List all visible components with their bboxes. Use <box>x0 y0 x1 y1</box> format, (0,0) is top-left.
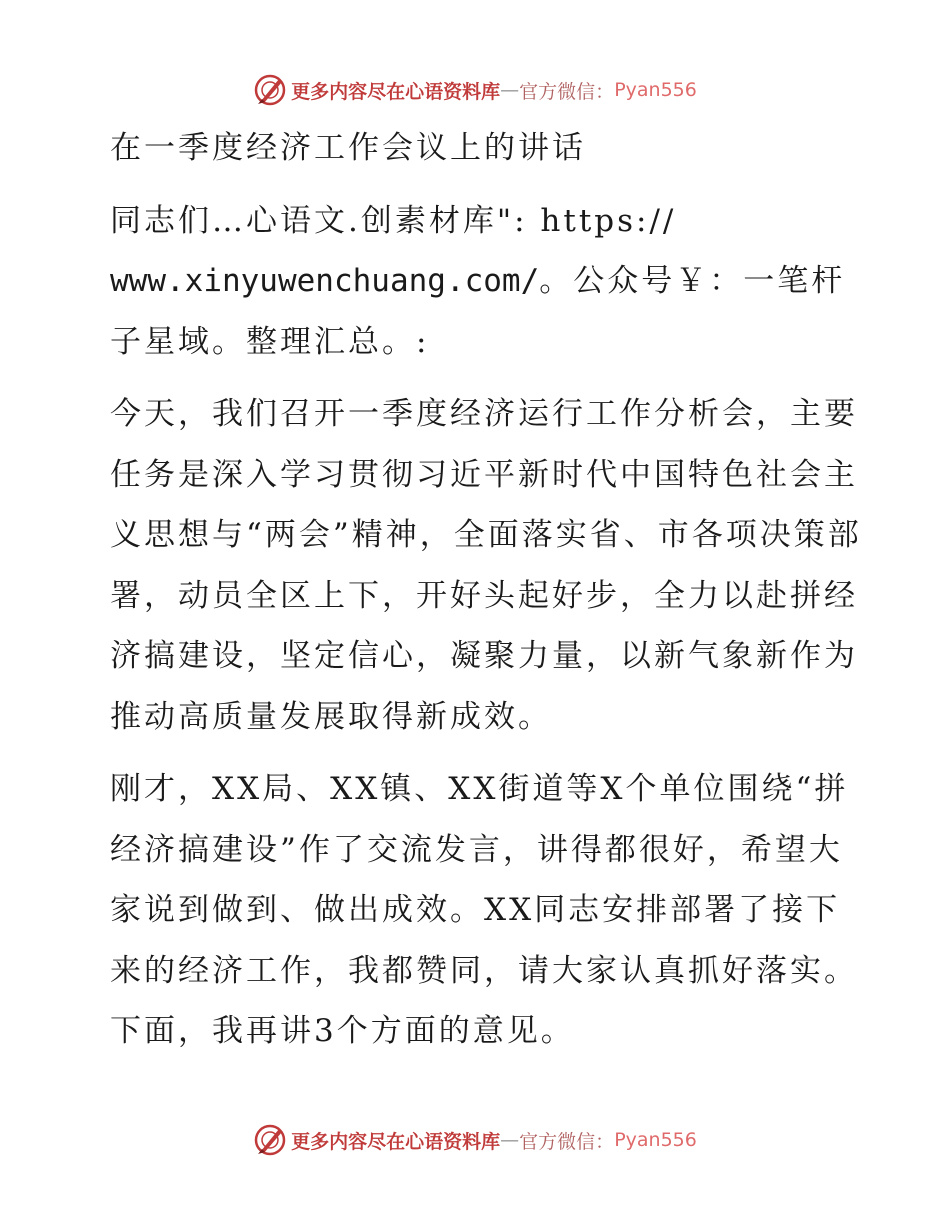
banner-text: 更多内容尽在心语资料库 <box>291 80 501 103</box>
banner-text: 更多内容尽在心语资料库 <box>291 1130 501 1153</box>
header-watermark <box>0 70 950 110</box>
body-paragraph-1: 今天，我们召开一季度经济运行工作分析会，主要任务是深入学习贯彻习近平新时代中国特色社会主义思想与“两会”精神，全面落实省、市各项决策部署，动员全区上下，开好头起好步，全力以赴拼经济搞建设，坚定信心，凝聚力量，以新气象新作为推动高质量发展取得新成效。 <box>110 396 862 735</box>
document-title: 在一季度经济工作会议上的讲话 <box>110 130 586 166</box>
banner-handle: Pyan556 <box>614 79 697 101</box>
banner-wechat-label: 官方微信： <box>519 1130 615 1153</box>
quill-logo-icon <box>253 73 287 107</box>
intro-part1: 同志们…心语文.创素材库": https:// <box>110 202 677 239</box>
document-body <box>98 118 868 1074</box>
intro-paragraph <box>98 191 868 373</box>
banner-handle: Pyan556 <box>614 1129 697 1151</box>
quill-logo-icon <box>253 1123 287 1157</box>
intro-part2: 。公众号￥：一笔杆子星域。整理汇总。: <box>110 263 846 360</box>
banner-separator: — <box>500 1129 520 1151</box>
intro-url: www.xinyuwenchuang.com/ <box>110 263 540 299</box>
banner-wechat-label: 官方微信： <box>519 80 615 103</box>
body-paragraph-2: 刚才，XX局、XX镇、XX街道等X个单位围绕“拼经济搞建设”作了交流发言，讲得都很好，希望大家说到做到、做出成效。XX同志安排部署了接下来的经济工作，我都赞同，请大家认真抓好落实。下面，我再讲3个方面的意见。 <box>110 771 858 1049</box>
banner-separator: — <box>500 79 520 101</box>
footer-watermark <box>0 1120 950 1160</box>
